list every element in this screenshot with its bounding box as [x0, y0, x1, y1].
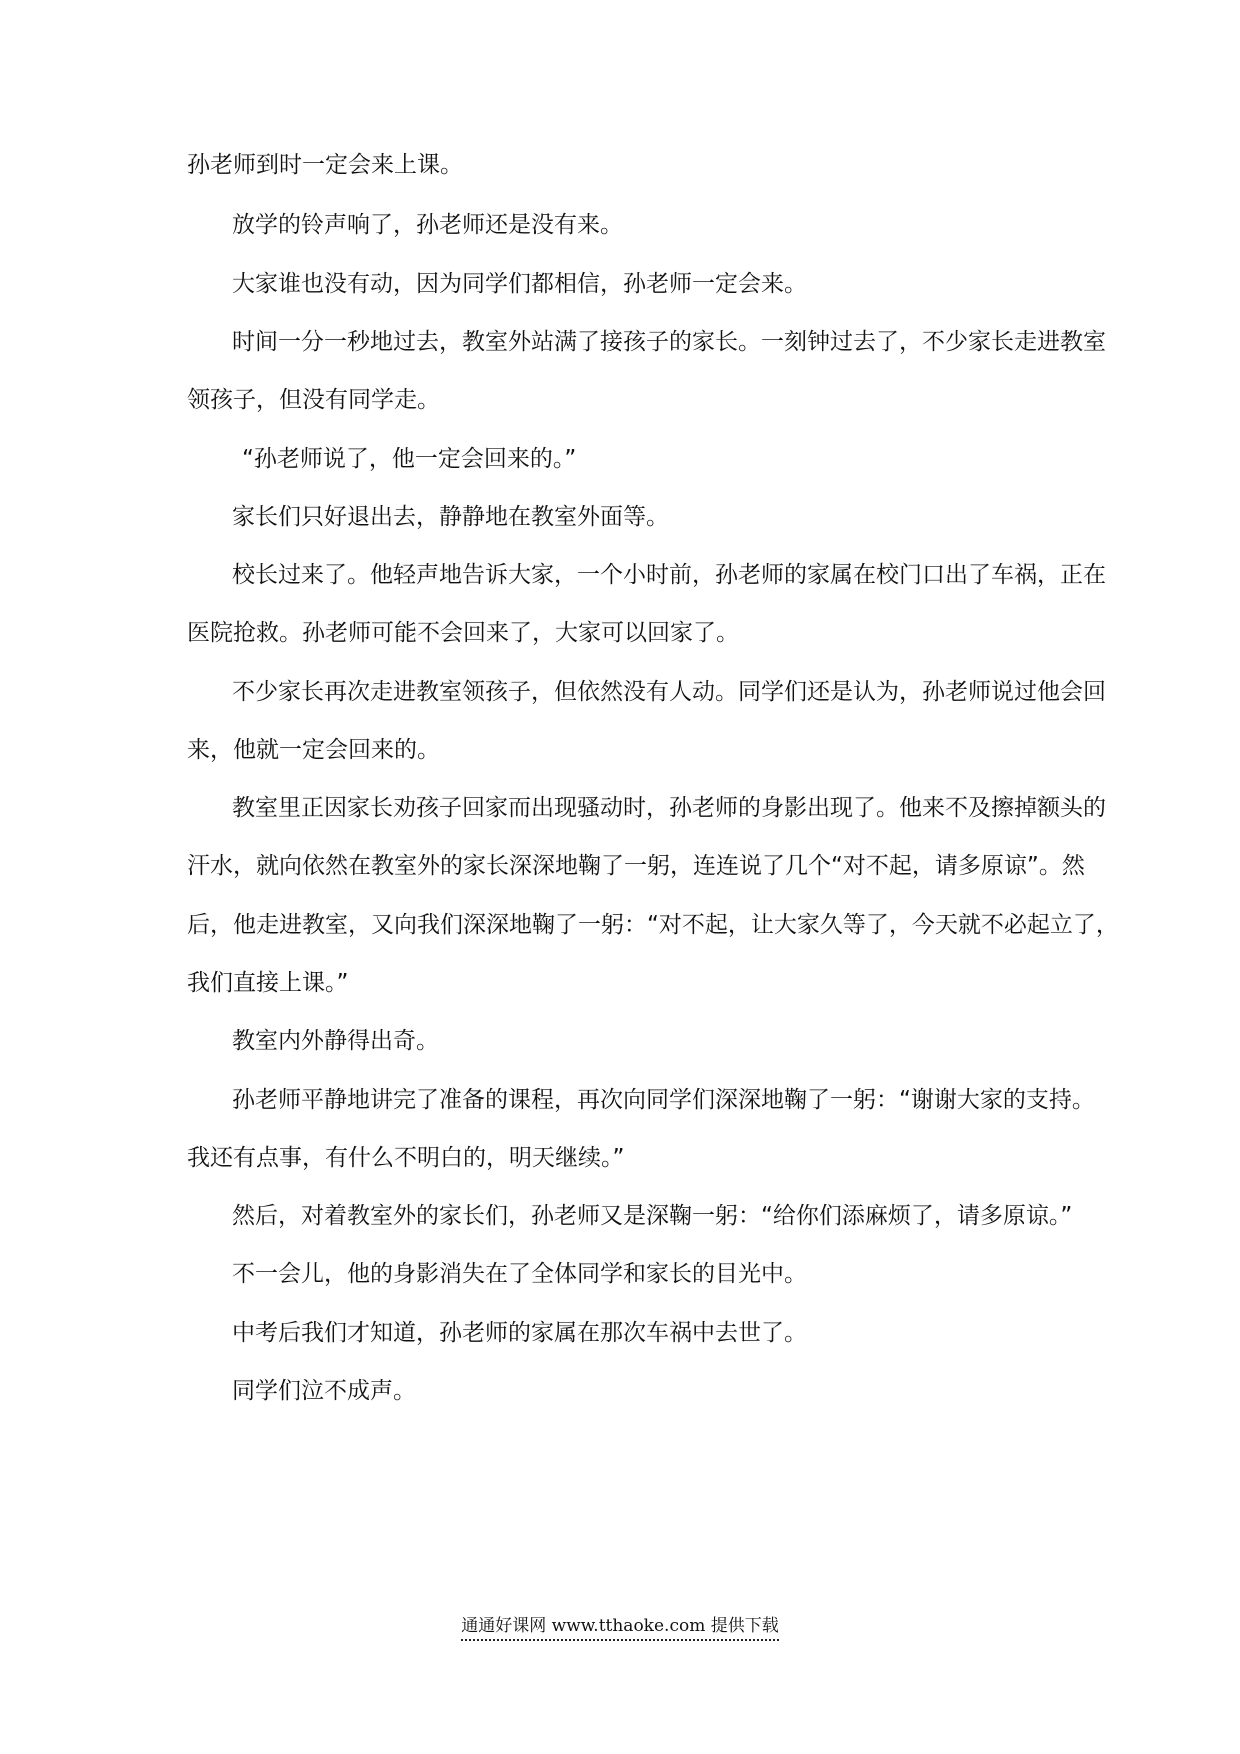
text-line: 教室内外静得出奇。: [232, 1028, 439, 1054]
text-line: 放学的铃声响了，孙老师还是没有来。: [232, 212, 623, 238]
text-line: 我还有点事，有什么不明白的，明天继续。”: [187, 1145, 625, 1171]
text-line: 不少家长再次走进教室领孩子，但依然没有人动。同学们还是认为，孙老师说过他会回: [232, 679, 1106, 705]
text-line: 汗水，就向依然在教室外的家长深深地鞠了一躬，连连说了几个“对不起，请多原谅”。然: [187, 853, 1085, 879]
text-line: 我们直接上课。”: [187, 970, 349, 996]
text-line: 教室里正因家长劝孩子回家而出现骚动时，孙老师的身影出现了。他来不及擦掉额头的: [232, 795, 1106, 821]
text-line: 孙老师平静地讲完了准备的课程，再次向同学们深深地鞠了一躬：“谢谢大家的支持。: [232, 1087, 1095, 1113]
text-line: 时间一分一秒地过去，教室外站满了接孩子的家长。一刻钟过去了，不少家长走进教室: [232, 329, 1106, 355]
text-line: 然后，对着教室外的家长们，孙老师又是深鞠一躬：“给你们添麻烦了，请多原谅。”: [232, 1203, 1073, 1229]
page-footer: [0, 1615, 1240, 1637]
text-line: 家长们只好退出去，静静地在教室外面等。: [232, 504, 669, 530]
footer-watermark-text: 通通好课网 www.tthaoke.com 提供下载: [461, 1616, 778, 1641]
text-line: 不一会儿，他的身影消失在了全体同学和家长的目光中。: [232, 1261, 807, 1287]
text-line: 医院抢救。孙老师可能不会回来了，大家可以回家了。: [187, 620, 739, 646]
text-line: 来，他就一定会回来的。: [187, 737, 440, 763]
text-line: 孙老师到时一定会来上课。: [187, 152, 463, 178]
text-line: 校长过来了。他轻声地告诉大家，一个小时前，孙老师的家属在校门口出了车祸，正在: [232, 562, 1106, 588]
text-line: 大家谁也没有动，因为同学们都相信，孙老师一定会来。: [232, 271, 807, 297]
text-line: “孙老师说了，他一定会回来的。”: [242, 446, 577, 472]
text-line: 后，他走进教室，又向我们深深地鞠了一躬：“对不起，让大家久等了，今天就不必起立了，: [187, 912, 1119, 938]
text-line: 同学们泣不成声。: [232, 1378, 416, 1404]
text-line: 中考后我们才知道，孙老师的家属在那次车祸中去世了。: [232, 1320, 807, 1346]
text-line: 领孩子，但没有同学走。: [187, 387, 440, 413]
